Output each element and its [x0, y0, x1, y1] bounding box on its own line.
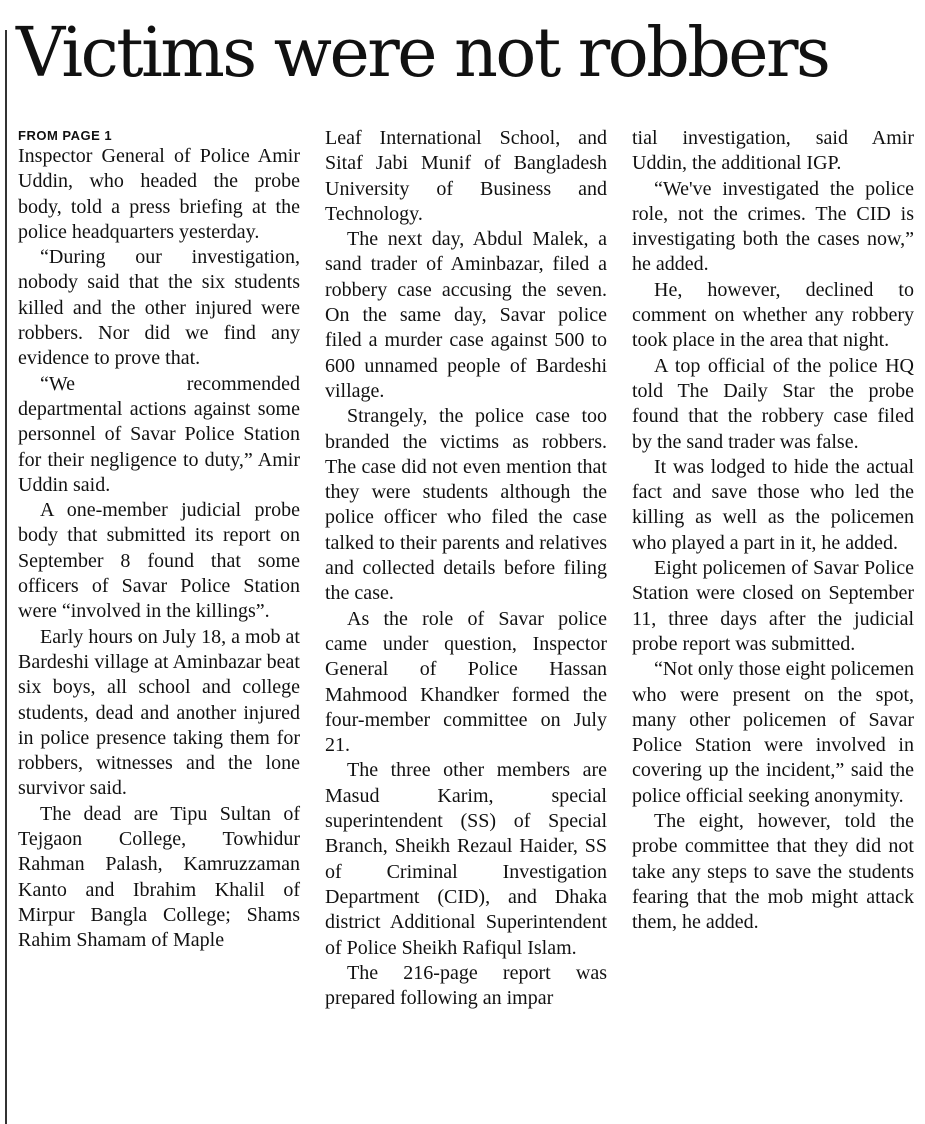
article-column-3	[632, 126, 914, 936]
paragraph: tial investigation, said Amir Uddin, the additional IGP.	[632, 127, 914, 175]
paragraph: Inspector General of Police Amir Uddin, who headed the probe body, told a press briefing at the police headquarters yesterday.	[18, 145, 300, 243]
kicker: FROM PAGE 1	[18, 128, 113, 143]
paragraph: As the role of Savar police came under question, Inspector General of Police Hassan Mahmood Khandker formed the four-member committee on July 21.	[325, 607, 607, 757]
paragraph: Strangely, the police case too branded the victims as robbers. The case did not even mention that they were students although the police officer who filed the case talked to their parents and relatives and collected details before filing the case.	[325, 405, 607, 605]
paragraph: The three other members are Masud Karim, special superintendent (SS) of Special Branch, Sheikh Rezaul Haider, SS of Criminal Investigation Department (CID), and Dhaka district Additional Superintendent of Police Sheikh Rafiqul Islam.	[325, 759, 607, 959]
paragraph: A top official of the police HQ told The Daily Star the probe found that the robbery case filed by the sand trader was false.	[632, 354, 914, 453]
paragraph: “Not only those eight policemen who were present on the spot, many other policemen of Savar Police Station were involved in covering up the incident,” said the police official seeking anonymity.	[632, 658, 914, 807]
paragraph: Early hours on July 18, a mob at Bardeshi village at Aminbazar beat six boys, all school and college students, dead and another injured in police presence taking them for robbers, witnesses and the lone survivor said.	[18, 625, 300, 800]
paragraph: It was lodged to hide the actual fact and save those who led the killing as well as the policemen who played a part in it, he added.	[632, 455, 914, 554]
paragraph: The 216-page report was prepared following an impar	[325, 961, 607, 1010]
article-column-1	[18, 126, 300, 954]
paragraph: “We recommended departmental actions against some personnel of Savar Police Station for their negligence to duty,” Amir Uddin said.	[18, 372, 300, 496]
paragraph: “During our investigation, nobody said that the six students killed and the other injured were robbers. Nor did we find any evidence to prove that.	[18, 246, 300, 370]
paragraph: He, however, declined to comment on whether any robbery took place in the area that night.	[632, 278, 914, 352]
headline: Victims were not robbers	[16, 14, 829, 93]
paragraph: A one-member judicial probe body that submitted its report on September 8 found that some officers of Savar Police Station were “involved in the killings”.	[18, 499, 300, 623]
paragraph: The next day, Abdul Malek, a sand trader of Aminbazar, filed a robbery case accusing the seven. On the same day, Savar police filed a murder case against 500 to 600 unnamed people of Bardeshi village.	[325, 228, 607, 402]
paragraph: Leaf International School, and Sitaf Jabi Munif of Bangladesh University of Business and Technology.	[325, 127, 607, 225]
column-rule	[5, 30, 7, 1124]
article-column-2	[325, 126, 607, 1011]
paragraph: Eight policemen of Savar Police Station were closed on September 11, three days after the judicial probe report was submitted.	[632, 557, 914, 655]
paragraph: “We've investigated the police role, not the crimes. The CID is investigating both the cases now,” he added.	[632, 177, 914, 276]
paragraph: The eight, however, told the probe committee that they did not take any steps to save the students fearing that the mob might attack them, he added.	[632, 810, 914, 934]
paragraph: The dead are Tipu Sultan of Tejgaon College, Towhidur Rahman Palash, Kamruzzaman Kanto and Ibrahim Khalil of Mirpur Bangla College; Shams Rahim Shamam of Maple	[18, 802, 300, 952]
